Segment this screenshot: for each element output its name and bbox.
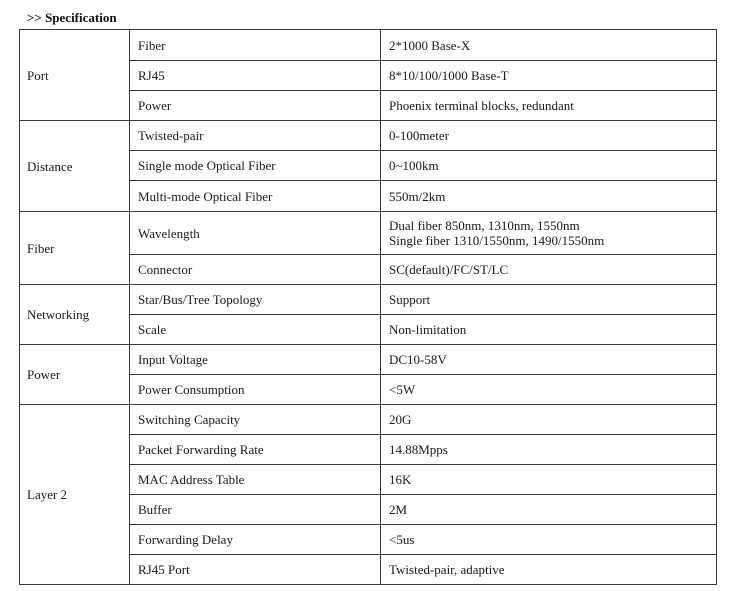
spec-value: [381, 30, 717, 61]
spec-value-line: SC(default)/FC/ST/LC: [389, 262, 509, 277]
spec-name: Multi-mode Optical Fiber: [130, 181, 381, 212]
group-label: Networking: [20, 285, 130, 345]
section-heading: >> Specification: [27, 10, 117, 25]
spec-value-line: <5us: [389, 532, 415, 547]
spec-value: [381, 375, 717, 405]
spec-name: Power Consumption: [130, 375, 381, 405]
spec-name: Packet Forwarding Rate: [130, 435, 381, 465]
spec-name: Input Voltage: [130, 345, 381, 375]
spec-value-line: DC10-58V: [389, 352, 447, 367]
spec-value: [381, 91, 717, 121]
spec-value: [381, 465, 717, 495]
spec-value-line: 0~100km: [389, 158, 439, 173]
spec-value: [381, 345, 717, 375]
spec-value-line: Non-limitation: [389, 322, 467, 337]
spec-name: Scale: [130, 315, 381, 345]
spec-value: [381, 495, 717, 525]
spec-value: [381, 121, 717, 151]
spec-value-line: 8*10/100/1000 Base-T: [389, 68, 509, 83]
spec-name: Single mode Optical Fiber: [130, 151, 381, 181]
spec-name: RJ45 Port: [130, 555, 381, 585]
spec-value: [381, 405, 717, 435]
spec-value-line: 14.88Mpps: [389, 442, 448, 457]
spec-value: [381, 285, 717, 315]
spec-value: [381, 181, 717, 212]
spec-value-line: Phoenix terminal blocks, redundant: [389, 98, 574, 113]
specification-table-body: [20, 30, 717, 585]
spec-value: [381, 315, 717, 345]
spec-value: [381, 61, 717, 91]
spec-name: Wavelength: [130, 212, 381, 255]
spec-name: Twisted-pair: [130, 121, 381, 151]
spec-value-line: 0-100meter: [389, 128, 449, 143]
spec-value-line: 2M: [389, 502, 408, 517]
spec-value-line: <5W: [389, 382, 416, 397]
spec-value-line: 16K: [389, 472, 412, 487]
spec-value-line: Support: [389, 292, 431, 307]
spec-value-line: 550m/2km: [389, 188, 446, 204]
table-row: [20, 121, 717, 151]
spec-name: Power: [130, 91, 381, 121]
table-row: [20, 345, 717, 375]
spec-value-line: 20G: [389, 412, 412, 427]
spec-value-line: 2*1000 Base-X: [389, 37, 471, 53]
table-row: [20, 30, 717, 61]
spec-value-line: Twisted-pair, adaptive: [389, 562, 505, 577]
spec-name: RJ45: [130, 61, 381, 91]
spec-name: Star/Bus/Tree Topology: [130, 285, 381, 315]
spec-value-line: Single fiber 1310/1550nm, 1490/1550nm: [389, 233, 605, 248]
spec-value: [381, 525, 717, 555]
table-row: [20, 405, 717, 435]
spec-name: Connector: [130, 255, 381, 285]
spec-name: Forwarding Delay: [130, 525, 381, 555]
spec-value: [381, 435, 717, 465]
spec-value-line: Dual fiber 850nm, 1310nm, 1550nm: [389, 218, 580, 233]
spec-value: [381, 555, 717, 585]
group-label: Power: [20, 345, 130, 405]
spec-value: [381, 255, 717, 285]
spec-name: Switching Capacity: [130, 405, 381, 435]
spec-name: Buffer: [130, 495, 381, 525]
group-label: Distance: [20, 121, 130, 212]
group-label: Port: [20, 30, 130, 121]
specification-table: [19, 29, 717, 585]
spec-value: [381, 212, 717, 255]
group-label: Fiber: [20, 212, 130, 285]
spec-name: MAC Address Table: [130, 465, 381, 495]
table-row: [20, 212, 717, 255]
table-row: [20, 285, 717, 315]
spec-value: [381, 151, 717, 181]
spec-name: Fiber: [130, 30, 381, 61]
group-label: Layer 2: [20, 405, 130, 585]
